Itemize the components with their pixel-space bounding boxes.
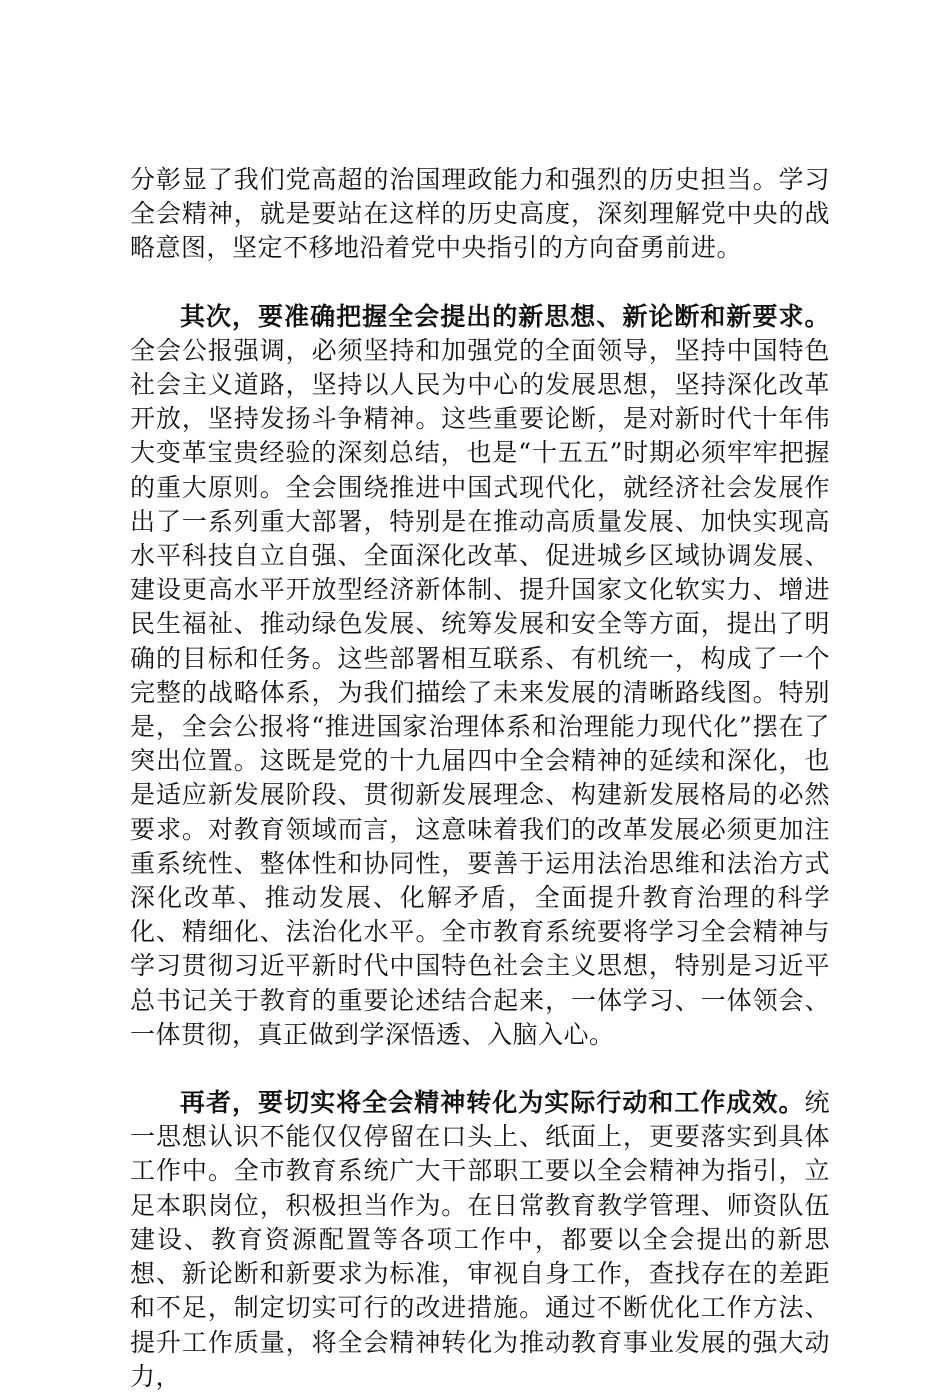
paragraph-2 [130, 300, 830, 1052]
paragraph-3-text: 统一思想认识不能仅仅停留在口头上、纸面上，更要落实到具体工作中。全市教育系统广大干部职工要以全会精神为指引，立足本职岗位，积极担当作为。在日常教育教学管理、师资队伍建设、教育资源配置等各项工作中，都要以全会提出的新思想、新论断和新要求为标准，审视自身工作，查找存在的差距和不足，制定切实可行的改进措施。通过不断优化工作方法、提升工作质量，将全会精神转化为推动教育事业发展的强大动力， [130, 1088, 830, 1391]
paragraph-2-text: 全会公报强调，必须坚持和加强党的全面领导，坚持中国特色社会主义道路，坚持以人民为中心的发展思想，坚持深化改革开放，坚持发扬斗争精神。这些重要论断，是对新时代十年伟大变革宝贵经验的深刻总结，也是“十五五”时期必须牢牢把握的重大原则。全会围绕推进中国式现代化，就经济社会发展作出了一系列重大部署，特别是在推动高质量发展、加快实现高水平科技自立自强、全面深化改革、促进城乡区域协调发展、建设更高水平开放型经济新体制、提升国家文化软实力、增进民生福祉、推动绿色发展、统筹发展和安全等方面，提出了明确的目标和任务。这些部署相互联系、有机统一，构成了一个完整的战略体系，为我们描绘了未来发展的清晰路线图。特别是，全会公报将“推进国家治理体系和治理能力现代化”摆在了突出位置。这既是党的十九届四中全会精神的延续和深化，也是适应新发展阶段、贯彻新发展理念、构建新发展格局的必然要求。对教育领域而言，这意味着我们的改革发展必须更加注重系统性、整体性和协同性，要善于运用法治思维和法治方式深化改革、推动发展、化解矛盾，全面提升教育治理的科学化、精细化、法治化水平。全市教育系统要将学习全会精神与学习贯彻习近平新时代中国特色社会主义思想，特别是习近平总书记关于教育的重要论述结合起来，一体学习、一体领会、一体贯彻，真正做到学深悟透、入脑入心。 [130, 335, 830, 1049]
paragraph-3-lead: 再者，要切实将全会精神转化为实际行动和工作成效。 [180, 1088, 805, 1118]
document-page [130, 163, 830, 1394]
paragraph-1 [130, 163, 830, 266]
paragraph-1-text: 分彰显了我们党高超的治国理政能力和强烈的历史担当。学习全会精神，就是要站在这样的历史高度，深刻理解党中央的战略意图，坚定不移地沿着党中央指引的方向奋勇前进。 [130, 165, 830, 263]
paragraph-2-lead: 其次，要准确把握全会提出的新思想、新论断和新要求。 [180, 301, 830, 331]
paragraph-3 [130, 1086, 830, 1394]
